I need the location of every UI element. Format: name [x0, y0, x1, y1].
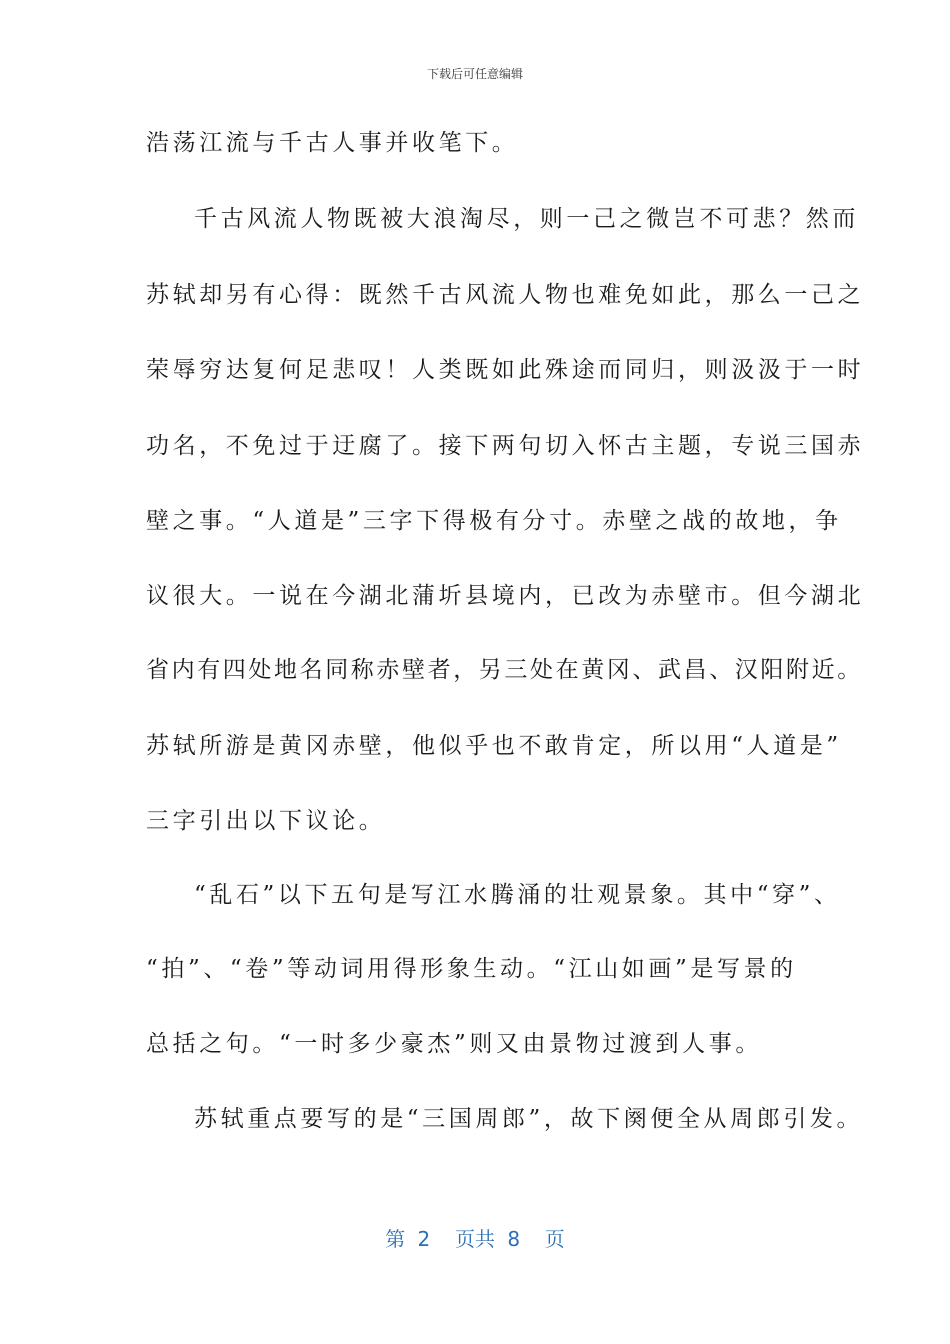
text-line: 省内有四处地名同称赤壁者，另三处在黄冈、武昌、汉阳附近。 — [146, 657, 863, 683]
text-line: 总括之句。“一时多少豪杰”则又由景物过渡到人事。 — [146, 1031, 762, 1057]
text-line: 苏轼却另有心得：既然千古风流人物也难免如此，那么一己之 — [146, 282, 865, 308]
text-line: 议很大。一说在今湖北蒲圻县境内，已改为赤壁市。但今湖北 — [146, 583, 865, 609]
text-line: 浩荡江流与千古人事并收笔下。 — [146, 130, 519, 156]
page-header: 下载后可任意编辑 — [426, 67, 523, 81]
text-line: 荣辱穷达复何足悲叹！人类既如此殊途而同归，则汲汲于一时 — [146, 357, 865, 383]
text-line: “拍”、“卷”等动词用得形象生动。“江山如画”是写景的 — [146, 956, 797, 982]
text-line: 壁之事。“人道是”三字下得极有分寸。赤壁之战的故地，争 — [146, 508, 842, 534]
text-line: 功名，不免过于迂腐了。接下两句切入怀古主题，专说三国赤 — [146, 433, 865, 459]
text-line: 苏轼重点要写的是“三国周郎”，故下阕便全从周郎引发。 — [194, 1106, 864, 1132]
page-number-footer: 第 2 页共 8 页 — [385, 1227, 565, 1251]
text-line: 三字引出以下议论。 — [146, 808, 386, 834]
text-line: “乱石”以下五句是写江水腾涌的壮观景象。其中“穿”、 — [194, 882, 841, 908]
text-line: 千古风流人物既被大浪淘尽，则一己之微岂不可悲？然而 — [194, 206, 859, 232]
text-line: 苏轼所游是黄冈赤壁，他似乎也不敢肯定，所以用“人道是” — [146, 733, 842, 759]
